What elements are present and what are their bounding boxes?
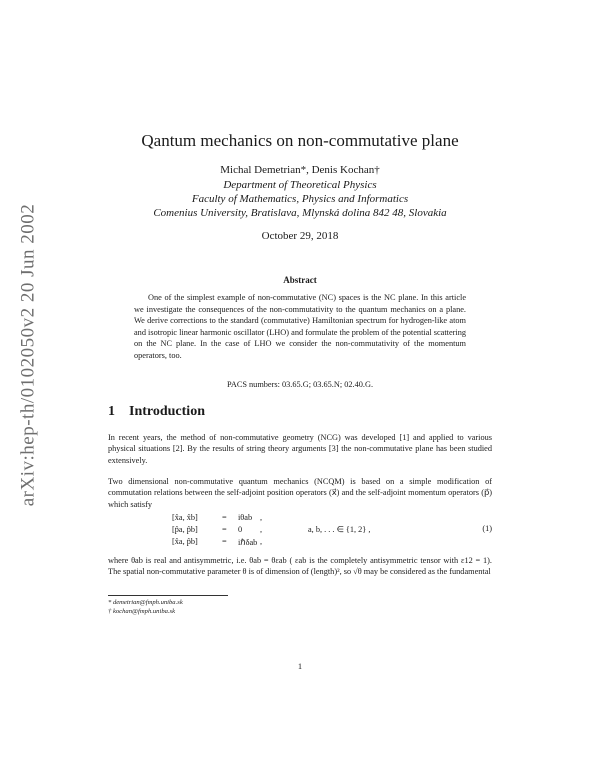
arxiv-side-stamp bbox=[6, 190, 50, 520]
equation-comma: , bbox=[260, 513, 263, 522]
footnote-email-kochan: † kochan@fmph.uniba.sk bbox=[108, 608, 176, 615]
footnote-email-demetrian: * demetrian@fmph.uniba.sk bbox=[108, 599, 183, 606]
equation-index-condition: a, b, . . . ∈ {1, 2} , bbox=[308, 525, 371, 534]
abstract-text: One of the simplest example of non-commutative (NC) spaces is the NC plane. In this article we investigate the consequences of the non-commutativity to the quantum mechanics on a plane. We derive corrections to the standard (commutative) Hamiltonian spectrum for hydrogen-like atom and isotropic linear harmonic oscillator (LHO) and formulate the problem of the potential scattering on the NC plane. In the case of LHO we consider the non-commutativity of the momentum operators, too. bbox=[134, 293, 466, 360]
section-heading bbox=[108, 404, 205, 420]
footnote-divider bbox=[108, 595, 228, 596]
page-number: 1 bbox=[297, 661, 303, 671]
equation-relation: = bbox=[222, 513, 227, 522]
section-title: Introduction bbox=[129, 404, 205, 419]
paper-title: Qantum mechanics on non-commutative plane bbox=[141, 131, 459, 150]
equation-rhs: iθab bbox=[238, 513, 253, 522]
affiliation-department: Department of Theoretical Physics bbox=[223, 179, 377, 191]
section-number: 1 bbox=[108, 404, 115, 419]
equation-lhs: [x̂a, x̂b] bbox=[172, 513, 198, 522]
equation-lhs: [x̂a, p̂b] bbox=[172, 537, 198, 546]
abstract-heading: Abstract bbox=[283, 275, 317, 285]
equation-number: (1) bbox=[482, 524, 492, 533]
paragraph-ncqm: Two dimensional non-commutative quantum mechanics (NCQM) is based on a simple modification of commutation relations between the self-adjoint position operators (x⃗) and the self-adjoint momentum operators (p⃗) which satisfy bbox=[108, 477, 492, 509]
equation-row bbox=[108, 537, 492, 548]
equation-row bbox=[108, 513, 492, 524]
equation-relation: = bbox=[222, 537, 227, 546]
equation-row bbox=[108, 525, 492, 536]
paper-date: October 29, 2018 bbox=[261, 230, 339, 242]
affiliation-university: Comenius University, Bratislava, Mlynská dolina 842 48, Slovakia bbox=[153, 207, 447, 219]
paragraph-theta: where θab is real and antisymmetric, i.e. θab = θεab ( εab is the completely antisymmetric tensor with ε12 = 1). The spatial non-commutative parameter θ is of dimension of (length)², so √θ may be considered as the fundamental bbox=[108, 556, 492, 577]
author-list: Michal Demetrian*, Denis Kochan† bbox=[220, 164, 380, 176]
pacs-numbers: PACS numbers: 03.65.G; 03.65.N; 02.40.G. bbox=[226, 380, 374, 389]
paragraph-intro: In recent years, the method of non-commutative geometry (NCG) was developed [1] and applied to various physical situations [2]. By the results of string theory arguments [3] the non-commutative plane has been studied extensively. bbox=[108, 433, 492, 465]
affiliation-faculty: Faculty of Mathematics, Physics and Informatics bbox=[191, 193, 409, 205]
equation-lhs: [p̂a, p̂b] bbox=[172, 525, 198, 534]
equation-relation: = bbox=[222, 525, 227, 534]
equation-comma: , bbox=[260, 525, 263, 534]
equation-comma: , bbox=[260, 537, 263, 546]
equation-rhs: iℏδab bbox=[238, 538, 258, 547]
equation-1 bbox=[108, 513, 492, 551]
equation-rhs: 0 bbox=[238, 525, 243, 534]
arxiv-identifier: arXiv:hep-th/0102050v2 20 Jun 2002 bbox=[17, 203, 39, 507]
